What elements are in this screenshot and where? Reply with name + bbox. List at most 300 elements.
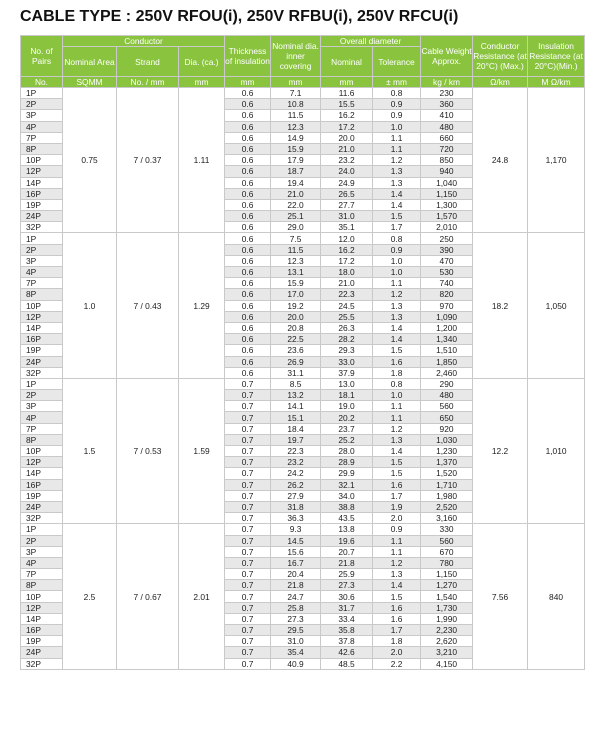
cell-weight: 2,010 <box>421 222 473 233</box>
cell-ov-tolerance: 1.5 <box>373 457 421 468</box>
cell-pairs: 10P <box>21 591 63 602</box>
cell-weight: 1,570 <box>421 211 473 222</box>
cell-area: 0.75 <box>63 88 117 233</box>
cell-nominal-dia: 27.3 <box>271 613 321 624</box>
cell-ov-nominal: 27.7 <box>321 199 373 210</box>
cell-nominal-dia: 18.7 <box>271 166 321 177</box>
cell-ov-nominal: 28.2 <box>321 334 373 345</box>
cell-weight: 1,090 <box>421 311 473 322</box>
cell-thickness: 0.7 <box>225 501 271 512</box>
cell-weight: 2,230 <box>421 625 473 636</box>
cell-ov-tolerance: 1.1 <box>373 132 421 143</box>
unit-resistance: Ω/km <box>473 77 528 88</box>
cell-nominal-dia: 19.2 <box>271 300 321 311</box>
cell-thickness: 0.7 <box>225 390 271 401</box>
cell-ov-tolerance: 1.5 <box>373 211 421 222</box>
cell-weight: 250 <box>421 233 473 244</box>
cell-pairs: 12P <box>21 602 63 613</box>
cell-insulation: 1,010 <box>528 378 585 523</box>
cell-ov-tolerance: 1.7 <box>373 222 421 233</box>
cell-weight: 1,150 <box>421 188 473 199</box>
cell-ov-tolerance: 1.2 <box>373 423 421 434</box>
cell-weight: 670 <box>421 546 473 557</box>
header-thickness: Thickness of insulation <box>225 36 271 77</box>
cell-strand: 7 / 0.67 <box>117 524 179 669</box>
cell-ov-tolerance: 1.0 <box>373 255 421 266</box>
cell-ov-nominal: 23.2 <box>321 155 373 166</box>
cell-weight: 2,620 <box>421 636 473 647</box>
cell-thickness: 0.7 <box>225 524 271 535</box>
cell-nominal-dia: 17.0 <box>271 289 321 300</box>
cell-ov-nominal: 24.9 <box>321 177 373 188</box>
cell-ov-nominal: 28.0 <box>321 446 373 457</box>
cell-ov-nominal: 16.2 <box>321 244 373 255</box>
cell-ov-tolerance: 1.0 <box>373 390 421 401</box>
cell-ov-tolerance: 1.4 <box>373 334 421 345</box>
cell-nominal-dia: 23.2 <box>271 457 321 468</box>
cell-nominal-dia: 22.3 <box>271 446 321 457</box>
cell-thickness: 0.6 <box>225 334 271 345</box>
cell-ov-nominal: 33.4 <box>321 613 373 624</box>
cell-thickness: 0.6 <box>225 222 271 233</box>
cell-ov-nominal: 12.0 <box>321 233 373 244</box>
cell-pairs: 14P <box>21 322 63 333</box>
cell-ov-tolerance: 1.2 <box>373 155 421 166</box>
cell-ov-tolerance: 0.9 <box>373 110 421 121</box>
cell-weight: 560 <box>421 535 473 546</box>
cell-thickness: 0.6 <box>225 211 271 222</box>
cell-ov-tolerance: 1.3 <box>373 166 421 177</box>
cell-thickness: 0.6 <box>225 345 271 356</box>
cell-nominal-dia: 14.5 <box>271 535 321 546</box>
cell-nominal-dia: 20.4 <box>271 569 321 580</box>
cell-thickness: 0.6 <box>225 267 271 278</box>
cell-ov-nominal: 18.0 <box>321 267 373 278</box>
table-row <box>21 233 585 244</box>
cell-thickness: 0.6 <box>225 177 271 188</box>
cell-nominal-dia: 15.9 <box>271 143 321 154</box>
header-insulation: Insulation Resistance (at 20°C)(Min.) <box>528 36 585 77</box>
cell-pairs: 4P <box>21 267 63 278</box>
cell-thickness: 0.6 <box>225 278 271 289</box>
cell-nominal-dia: 11.5 <box>271 244 321 255</box>
cell-ov-tolerance: 1.1 <box>373 535 421 546</box>
cell-pairs: 16P <box>21 625 63 636</box>
cell-nominal-dia: 12.3 <box>271 121 321 132</box>
cell-ov-nominal: 22.3 <box>321 289 373 300</box>
cell-nominal-dia: 22.0 <box>271 199 321 210</box>
cell-ov-tolerance: 1.4 <box>373 188 421 199</box>
cell-insulation: 1,170 <box>528 88 585 233</box>
cell-ov-nominal: 16.2 <box>321 110 373 121</box>
cell-ov-nominal: 31.7 <box>321 602 373 613</box>
cell-pairs: 16P <box>21 188 63 199</box>
cell-ov-nominal: 21.0 <box>321 278 373 289</box>
cell-nominal-dia: 20.0 <box>271 311 321 322</box>
cell-weight: 1,200 <box>421 322 473 333</box>
cell-thickness: 0.7 <box>225 636 271 647</box>
cell-nominal-dia: 7.5 <box>271 233 321 244</box>
cell-pairs: 1P <box>21 524 63 535</box>
cell-thickness: 0.7 <box>225 613 271 624</box>
cell-thickness: 0.6 <box>225 356 271 367</box>
cell-weight: 2,460 <box>421 367 473 378</box>
cell-nominal-dia: 13.1 <box>271 267 321 278</box>
cell-thickness: 0.6 <box>225 311 271 322</box>
cell-pairs: 14P <box>21 468 63 479</box>
cell-ov-nominal: 11.6 <box>321 88 373 99</box>
cell-ov-tolerance: 1.1 <box>373 546 421 557</box>
cell-ov-nominal: 17.2 <box>321 121 373 132</box>
cell-thickness: 0.7 <box>225 434 271 445</box>
unit-pairs: No. <box>21 77 63 88</box>
cell-thickness: 0.6 <box>225 322 271 333</box>
cell-nominal-dia: 25.1 <box>271 211 321 222</box>
cell-pairs: 3P <box>21 401 63 412</box>
cell-thickness: 0.7 <box>225 602 271 613</box>
cell-thickness: 0.7 <box>225 625 271 636</box>
cell-ov-tolerance: 0.9 <box>373 99 421 110</box>
header-overall: Overall diameter <box>321 36 421 47</box>
cell-ov-nominal: 25.2 <box>321 434 373 445</box>
cell-weight: 780 <box>421 557 473 568</box>
cell-weight: 290 <box>421 378 473 389</box>
header-ov-nominal: Nominal <box>321 47 373 77</box>
unit-weight: kg / km <box>421 77 473 88</box>
cell-ov-tolerance: 2.0 <box>373 647 421 658</box>
cell-pairs: 24P <box>21 647 63 658</box>
cell-nominal-dia: 13.2 <box>271 390 321 401</box>
cell-area: 2.5 <box>63 524 117 669</box>
cell-pairs: 3P <box>21 546 63 557</box>
cell-nominal-dia: 8.5 <box>271 378 321 389</box>
cell-nominal-dia: 31.8 <box>271 501 321 512</box>
cell-nominal-dia: 19.4 <box>271 177 321 188</box>
cell-pairs: 7P <box>21 278 63 289</box>
cell-ov-nominal: 24.5 <box>321 300 373 311</box>
cell-weight: 3,160 <box>421 513 473 524</box>
cell-thickness: 0.6 <box>225 367 271 378</box>
cell-ov-tolerance: 1.3 <box>373 177 421 188</box>
cell-insulation: 1,050 <box>528 233 585 378</box>
cell-weight: 480 <box>421 121 473 132</box>
table-row <box>21 524 585 535</box>
cell-thickness: 0.6 <box>225 289 271 300</box>
cell-nominal-dia: 24.2 <box>271 468 321 479</box>
cell-resistance: 18.2 <box>473 233 528 378</box>
cell-ov-nominal: 33.0 <box>321 356 373 367</box>
cell-ov-nominal: 20.2 <box>321 412 373 423</box>
cell-nominal-dia: 11.5 <box>271 110 321 121</box>
cell-resistance: 7.56 <box>473 524 528 669</box>
cell-ov-tolerance: 1.4 <box>373 322 421 333</box>
cell-weight: 1,040 <box>421 177 473 188</box>
cell-weight: 1,370 <box>421 457 473 468</box>
cell-thickness: 0.7 <box>225 378 271 389</box>
cell-nominal-dia: 26.9 <box>271 356 321 367</box>
cell-thickness: 0.7 <box>225 446 271 457</box>
cell-resistance: 12.2 <box>473 378 528 523</box>
cell-ov-nominal: 15.5 <box>321 99 373 110</box>
header-conductor: Conductor <box>63 36 225 47</box>
cell-thickness: 0.6 <box>225 255 271 266</box>
cell-resistance: 24.8 <box>473 88 528 233</box>
cell-nominal-dia: 27.9 <box>271 490 321 501</box>
cell-ov-tolerance: 1.5 <box>373 468 421 479</box>
unit-ov-tolerance: ± mm <box>373 77 421 88</box>
cell-nominal-dia: 16.7 <box>271 557 321 568</box>
cell-pairs: 2P <box>21 99 63 110</box>
cell-dia: 1.29 <box>179 233 225 378</box>
cell-pairs: 2P <box>21 390 63 401</box>
cell-ov-nominal: 13.0 <box>321 378 373 389</box>
cell-pairs: 32P <box>21 367 63 378</box>
cell-ov-tolerance: 1.2 <box>373 289 421 300</box>
cell-thickness: 0.7 <box>225 658 271 669</box>
cell-nominal-dia: 15.1 <box>271 412 321 423</box>
cell-nominal-dia: 40.9 <box>271 658 321 669</box>
cell-ov-tolerance: 1.2 <box>373 557 421 568</box>
cell-area: 1.5 <box>63 378 117 523</box>
cell-ov-nominal: 38.8 <box>321 501 373 512</box>
cell-ov-tolerance: 1.6 <box>373 613 421 624</box>
cell-thickness: 0.7 <box>225 535 271 546</box>
header-weight: Cable Weight Approx. <box>421 36 473 77</box>
cell-pairs: 14P <box>21 613 63 624</box>
cell-pairs: 3P <box>21 255 63 266</box>
cell-pairs: 19P <box>21 636 63 647</box>
cell-ov-tolerance: 2.0 <box>373 513 421 524</box>
cell-pairs: 14P <box>21 177 63 188</box>
cell-ov-tolerance: 1.5 <box>373 591 421 602</box>
unit-area: SQMM <box>63 77 117 88</box>
cell-nominal-dia: 23.6 <box>271 345 321 356</box>
header-nominal-area: Nominal Area <box>63 47 117 77</box>
cell-thickness: 0.6 <box>225 188 271 199</box>
cell-ov-nominal: 25.9 <box>321 569 373 580</box>
cell-pairs: 24P <box>21 356 63 367</box>
unit-strand: No. / mm <box>117 77 179 88</box>
cell-thickness: 0.7 <box>225 468 271 479</box>
cell-thickness: 0.6 <box>225 233 271 244</box>
cell-ov-nominal: 34.0 <box>321 490 373 501</box>
cell-weight: 660 <box>421 132 473 143</box>
cell-ov-tolerance: 1.7 <box>373 490 421 501</box>
cell-pairs: 4P <box>21 557 63 568</box>
cell-weight: 1,030 <box>421 434 473 445</box>
header-strand: Strand <box>117 47 179 77</box>
cell-pairs: 1P <box>21 233 63 244</box>
cell-thickness: 0.7 <box>225 557 271 568</box>
cell-ov-tolerance: 1.8 <box>373 636 421 647</box>
cell-ov-nominal: 26.3 <box>321 322 373 333</box>
cell-thickness: 0.6 <box>225 199 271 210</box>
cell-nominal-dia: 31.1 <box>271 367 321 378</box>
cell-ov-nominal: 29.9 <box>321 468 373 479</box>
unit-insulation: M Ω/km <box>528 77 585 88</box>
cell-dia: 1.59 <box>179 378 225 523</box>
cell-ov-tolerance: 1.0 <box>373 267 421 278</box>
cell-ov-tolerance: 2.2 <box>373 658 421 669</box>
header-nominal-dia: Nominal dia. inner covering <box>271 36 321 77</box>
cell-weight: 470 <box>421 255 473 266</box>
cell-ov-tolerance: 1.7 <box>373 625 421 636</box>
cell-weight: 1,230 <box>421 446 473 457</box>
cell-ov-tolerance: 0.8 <box>373 378 421 389</box>
cell-nominal-dia: 29.0 <box>271 222 321 233</box>
cell-pairs: 4P <box>21 121 63 132</box>
cell-pairs: 7P <box>21 423 63 434</box>
cell-thickness: 0.7 <box>225 513 271 524</box>
cell-weight: 850 <box>421 155 473 166</box>
cell-ov-nominal: 29.3 <box>321 345 373 356</box>
cell-ov-tolerance: 1.3 <box>373 569 421 580</box>
cell-nominal-dia: 29.5 <box>271 625 321 636</box>
cell-thickness: 0.6 <box>225 300 271 311</box>
cell-ov-nominal: 21.8 <box>321 557 373 568</box>
cell-ov-nominal: 21.0 <box>321 143 373 154</box>
header-dia: Dia. (ca.) <box>179 47 225 77</box>
cell-weight: 530 <box>421 267 473 278</box>
cell-weight: 650 <box>421 412 473 423</box>
cell-weight: 1,510 <box>421 345 473 356</box>
header-resistance: Conductor Resistance (at 20°C) (Max.) <box>473 36 528 77</box>
cell-ov-tolerance: 1.3 <box>373 434 421 445</box>
cell-ov-nominal: 24.0 <box>321 166 373 177</box>
cell-weight: 410 <box>421 110 473 121</box>
cell-pairs: 8P <box>21 434 63 445</box>
cell-pairs: 32P <box>21 513 63 524</box>
cell-thickness: 0.7 <box>225 546 271 557</box>
cell-nominal-dia: 21.8 <box>271 580 321 591</box>
cell-pairs: 12P <box>21 311 63 322</box>
cell-thickness: 0.7 <box>225 591 271 602</box>
cell-ov-tolerance: 1.1 <box>373 143 421 154</box>
cell-ov-nominal: 43.5 <box>321 513 373 524</box>
cell-ov-nominal: 42.6 <box>321 647 373 658</box>
cell-ov-nominal: 35.8 <box>321 625 373 636</box>
cell-pairs: 8P <box>21 289 63 300</box>
unit-dia: mm <box>179 77 225 88</box>
cell-insulation: 840 <box>528 524 585 669</box>
cell-nominal-dia: 25.8 <box>271 602 321 613</box>
cell-weight: 2,520 <box>421 501 473 512</box>
cell-thickness: 0.6 <box>225 121 271 132</box>
cell-ov-nominal: 48.5 <box>321 658 373 669</box>
header-ov-tolerance: Tolerance <box>373 47 421 77</box>
cell-weight: 740 <box>421 278 473 289</box>
cell-ov-nominal: 37.9 <box>321 367 373 378</box>
table-body <box>21 88 585 670</box>
cell-weight: 720 <box>421 143 473 154</box>
cell-dia: 1.11 <box>179 88 225 233</box>
cell-ov-nominal: 19.6 <box>321 535 373 546</box>
cell-pairs: 10P <box>21 155 63 166</box>
cell-ov-tolerance: 1.6 <box>373 602 421 613</box>
cell-pairs: 19P <box>21 345 63 356</box>
cell-pairs: 2P <box>21 244 63 255</box>
cell-pairs: 16P <box>21 479 63 490</box>
cell-thickness: 0.7 <box>225 580 271 591</box>
cell-pairs: 3P <box>21 110 63 121</box>
table-row <box>21 378 585 389</box>
cell-ov-tolerance: 1.3 <box>373 300 421 311</box>
cell-nominal-dia: 31.0 <box>271 636 321 647</box>
cell-strand: 7 / 0.37 <box>117 88 179 233</box>
cell-nominal-dia: 10.8 <box>271 99 321 110</box>
cell-ov-nominal: 20.7 <box>321 546 373 557</box>
cell-weight: 3,210 <box>421 647 473 658</box>
cell-pairs: 1P <box>21 88 63 99</box>
cell-thickness: 0.6 <box>225 143 271 154</box>
cell-pairs: 8P <box>21 580 63 591</box>
cell-weight: 1,540 <box>421 591 473 602</box>
cell-thickness: 0.7 <box>225 569 271 580</box>
cell-ov-tolerance: 1.1 <box>373 278 421 289</box>
cell-ov-tolerance: 1.8 <box>373 367 421 378</box>
cell-weight: 360 <box>421 99 473 110</box>
cell-ov-nominal: 37.8 <box>321 636 373 647</box>
cell-pairs: 12P <box>21 457 63 468</box>
cell-ov-nominal: 23.7 <box>321 423 373 434</box>
table-row <box>21 88 585 99</box>
cell-nominal-dia: 26.2 <box>271 479 321 490</box>
cell-nominal-dia: 20.8 <box>271 322 321 333</box>
cell-weight: 970 <box>421 300 473 311</box>
cell-thickness: 0.6 <box>225 244 271 255</box>
cell-pairs: 1P <box>21 378 63 389</box>
cell-weight: 560 <box>421 401 473 412</box>
cell-weight: 1,150 <box>421 569 473 580</box>
page-title: CABLE TYPE : 250V RFOU(i), 250V RFBU(i), 250V RFCU(i) <box>20 8 459 25</box>
cell-pairs: 16P <box>21 334 63 345</box>
cell-thickness: 0.7 <box>225 479 271 490</box>
header-pairs: No. of Pairs <box>21 36 63 77</box>
cell-ov-tolerance: 1.6 <box>373 356 421 367</box>
cell-ov-nominal: 30.6 <box>321 591 373 602</box>
cell-nominal-dia: 15.9 <box>271 278 321 289</box>
cell-thickness: 0.7 <box>225 423 271 434</box>
cell-pairs: 24P <box>21 211 63 222</box>
cell-pairs: 12P <box>21 166 63 177</box>
cell-thickness: 0.6 <box>225 155 271 166</box>
cell-weight: 940 <box>421 166 473 177</box>
cell-ov-nominal: 32.1 <box>321 479 373 490</box>
cell-weight: 390 <box>421 244 473 255</box>
cell-strand: 7 / 0.43 <box>117 233 179 378</box>
cell-dia: 2.01 <box>179 524 225 669</box>
cell-ov-nominal: 19.0 <box>321 401 373 412</box>
cell-weight: 1,300 <box>421 199 473 210</box>
cell-ov-tolerance: 0.9 <box>373 244 421 255</box>
cell-ov-tolerance: 1.5 <box>373 345 421 356</box>
cell-thickness: 0.6 <box>225 132 271 143</box>
cell-ov-tolerance: 1.1 <box>373 412 421 423</box>
cell-ov-nominal: 26.5 <box>321 188 373 199</box>
cell-pairs: 19P <box>21 490 63 501</box>
cell-thickness: 0.6 <box>225 99 271 110</box>
cell-ov-tolerance: 1.0 <box>373 121 421 132</box>
cell-weight: 920 <box>421 423 473 434</box>
cable-spec-table <box>20 35 585 670</box>
cell-thickness: 0.7 <box>225 647 271 658</box>
cell-ov-tolerance: 1.1 <box>373 401 421 412</box>
cell-ov-tolerance: 1.3 <box>373 311 421 322</box>
cell-ov-nominal: 13.8 <box>321 524 373 535</box>
cell-pairs: 32P <box>21 222 63 233</box>
cell-nominal-dia: 18.4 <box>271 423 321 434</box>
cell-thickness: 0.6 <box>225 110 271 121</box>
